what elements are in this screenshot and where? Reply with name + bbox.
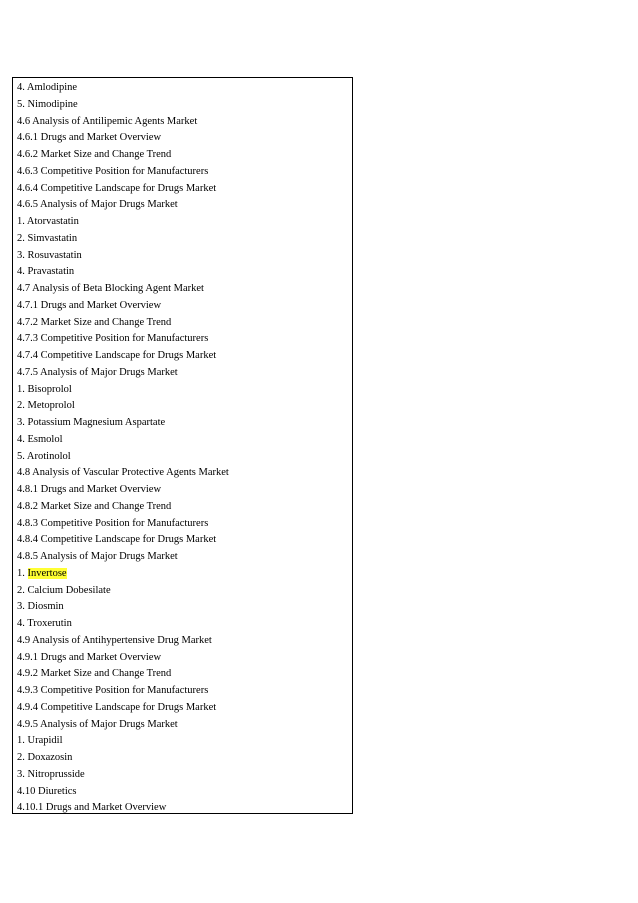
toc-line: 2. Metoprolol xyxy=(17,400,75,412)
toc-line: 4.7 Analysis of Beta Blocking Agent Market xyxy=(17,283,204,294)
toc-line: 3. Diosmin xyxy=(17,601,64,613)
toc-line: 4. Troxerutin xyxy=(17,618,72,629)
toc-line: 4. Amlodipine xyxy=(17,82,78,93)
toc-line: 4.8.4 Competitive Landscape for Drugs Market xyxy=(17,534,217,546)
toc-line: 4.8.3 Competitive Position for Manufacturers xyxy=(17,517,209,529)
toc-line: 4.7.1 Drugs and Market Overview xyxy=(17,299,162,311)
toc-line: 4.7.5 Analysis of Major Drugs Market xyxy=(17,366,178,378)
toc-line-prefix: 1. xyxy=(17,567,28,579)
toc-line: 4.8.2 Market Size and Change Trend xyxy=(17,500,172,512)
table-of-contents-box xyxy=(12,77,353,814)
toc-line: 4.7.2 Market Size and Change Trend xyxy=(17,316,172,328)
toc-line: 1. Atorvastatin xyxy=(17,216,79,227)
toc-line: 3. Nitroprusside xyxy=(17,768,85,780)
toc-line: 4.10.1 Drugs and Market Overview xyxy=(17,802,167,814)
toc-line: 4.6.2 Market Size and Change Trend xyxy=(17,149,172,160)
toc-line: 3. Rosuvastatin xyxy=(17,249,82,261)
toc-line: 4.6.4 Competitive Landscape for Drugs Market xyxy=(17,182,217,194)
highlighted-text: Invertose xyxy=(27,567,67,579)
toc-line: 4.7.3 Competitive Position for Manufacturers xyxy=(17,333,209,345)
toc-line: 4.9.3 Competitive Position for Manufacturers xyxy=(17,685,209,696)
toc-line: 4.9.5 Analysis of Major Drugs Market xyxy=(17,718,178,730)
toc-line: 4.9.1 Drugs and Market Overview xyxy=(17,651,162,663)
toc-line: 4.10 Diuretics xyxy=(17,785,77,797)
toc-line-highlighted xyxy=(17,566,352,583)
toc-line: 5. Nimodipine xyxy=(17,98,78,110)
toc-line: 2. Doxazosin xyxy=(17,752,73,763)
toc-line: 1. Bisoprolol xyxy=(17,383,72,395)
toc-line: 4.7.4 Competitive Landscape for Drugs Market xyxy=(17,350,217,361)
toc-line: 4.6.1 Drugs and Market Overview xyxy=(17,132,162,144)
toc-line: 4.8 Analysis of Vascular Protective Agents Market xyxy=(17,467,229,479)
toc-line: 1. Urapidil xyxy=(17,735,63,747)
toc-line: 3. Potassium Magnesium Aspartate xyxy=(17,417,166,428)
toc-line: 4.6.5 Analysis of Major Drugs Market xyxy=(17,199,178,211)
toc-line: 4.8.5 Analysis of Major Drugs Market xyxy=(17,551,178,562)
toc-line: 4.6.3 Competitive Position for Manufacturers xyxy=(17,165,209,177)
toc-line: 4.9.2 Market Size and Change Trend xyxy=(17,668,172,680)
toc-line: 4.9 Analysis of Antihypertensive Drug Market xyxy=(17,634,212,646)
toc-line: 4. Pravastatin xyxy=(17,266,75,278)
toc-line: 4.8.1 Drugs and Market Overview xyxy=(17,484,162,495)
toc-line: 2. Calcium Dobesilate xyxy=(17,584,111,596)
toc-line: 4.9.4 Competitive Landscape for Drugs Market xyxy=(17,701,217,713)
toc-line: 2. Simvastatin xyxy=(17,232,78,244)
toc-line: 4.6 Analysis of Antilipemic Agents Market xyxy=(17,115,198,127)
toc-line: 4. Esmolol xyxy=(17,433,63,445)
toc-line: 5. Arotinolol xyxy=(17,450,71,462)
